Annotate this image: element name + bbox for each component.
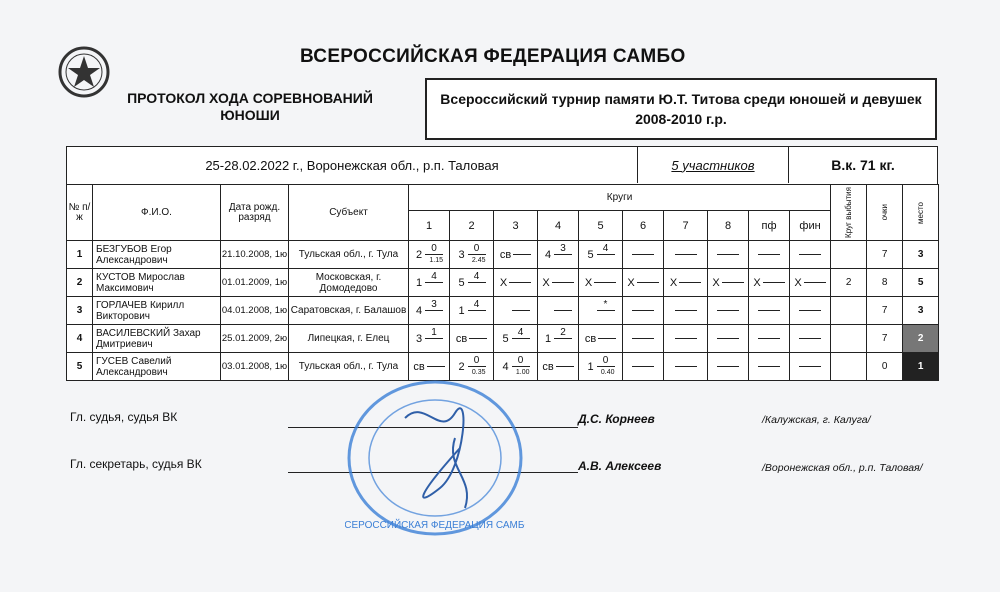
round-header: 6 [623,211,664,241]
bout-cell [708,269,749,297]
bout-score: 4 [473,299,480,310]
bout-cell [664,325,708,353]
bout-cell [749,353,790,381]
place: 2 [903,325,939,353]
bout-opponent: 5 [502,332,509,345]
bout-cell [790,325,831,353]
bout-score: 2 [560,327,566,338]
bout-cell [790,269,831,297]
bout-time: 0.40 [600,369,615,376]
athlete-subject: Тульская обл., г. Тула [289,241,409,269]
bout-cell [494,269,538,297]
bout-cell [538,325,579,353]
elimination-round [831,297,867,325]
round-header: 8 [708,211,749,241]
col-birth: Дата рожд. разряд [221,185,289,241]
round-header: 4 [538,211,579,241]
bout-opponent: 1 [544,332,552,345]
round-header: 3 [494,211,538,241]
bout-x-mark: X [627,276,635,289]
bout-score: * [603,299,608,310]
bout-score: 1 [431,327,437,338]
bout-cell [579,297,623,325]
round-header: 5 [579,211,623,241]
bout-cell [708,241,749,269]
bout-cell [538,269,579,297]
elimination-round [831,325,867,353]
bout-opponent: 1 [587,360,594,373]
bout-cell [494,241,538,269]
athlete-name: ГУСЕВ Савелий Александрович [93,353,221,381]
bout-cell [749,297,790,325]
bout-cell [494,353,538,381]
bout-cell [790,297,831,325]
bout-opponent: св [413,360,425,373]
row-num: 5 [67,353,93,381]
round-header: 7 [664,211,708,241]
official-stamp [345,378,525,538]
bout-opponent: 3 [458,248,465,261]
bout-score: 4 [517,327,524,338]
table-row [67,269,939,297]
protocol-line2: ЮНОШИ [220,107,280,123]
col-points: очки [867,185,903,241]
protocol-line1: ПРОТОКОЛ ХОДА СОРЕВНОВАНИЙ [127,90,373,106]
bout-cell [623,325,664,353]
federation-title: ВСЕРОССИЙСКАЯ ФЕДЕРАЦИЯ САМБО [300,46,686,67]
bout-time: 0.35 [471,369,486,376]
bout-opponent: 4 [415,304,423,317]
bout-opponent: св [455,332,468,345]
bout-cell [409,241,450,269]
bout-score: 0 [431,243,437,254]
athlete-name: КУСТОВ Мирослав Максимович [93,269,221,297]
bout-score: 3 [560,243,566,254]
bout-x-mark: X [712,276,720,289]
bout-cell [623,297,664,325]
bout-cell [623,353,664,381]
bout-cell [623,241,664,269]
elimination-round [831,353,867,381]
place: 1 [903,353,939,381]
bout-cell [790,353,831,381]
bout-cell [494,297,538,325]
tournament-title: Всероссийский турнир памяти Ю.Т. Титова среди юношей и девушек 2008-2010 г.р. [425,78,937,140]
round-header: 2 [450,211,494,241]
dates-place: 25-28.02.2022 г., Воронежская обл., р.п. Таловая [205,157,499,173]
bout-cell [664,241,708,269]
bout-cell [450,297,494,325]
bout-opponent: 4 [502,360,509,373]
bout-cell [538,353,579,381]
athlete-name: ВАСИЛЕВСКИЙ Захар Дмитриевич [93,325,221,353]
bout-score: 4 [602,243,609,254]
bout-cell [579,241,623,269]
points: 8 [867,269,903,297]
col-place: место [903,185,939,241]
col-rounds: Круги [409,185,831,211]
bout-score: 4 [431,271,437,282]
bout-time: 1.15 [429,257,443,264]
bout-cell [749,269,790,297]
info-row [66,146,938,184]
table-row [67,297,939,325]
bout-score: 0 [473,243,480,254]
table-row [67,241,939,269]
elimination-round: 2 [831,269,867,297]
table-row [67,353,939,381]
elimination-round [831,241,867,269]
stamp-seal-icon [345,378,525,538]
bout-cell [749,241,790,269]
bout-cell [623,269,664,297]
bout-cell [450,269,494,297]
bout-score: 0 [473,355,480,366]
federation-logo [58,46,110,98]
athlete-subject: Московская, г. Домодедово [289,269,409,297]
bout-cell [538,297,579,325]
points: 7 [867,241,903,269]
bout-cell [538,241,579,269]
bout-x-mark: X [584,276,593,289]
col-subject: Субъект [289,185,409,241]
bout-time: 1.00 [515,369,530,376]
judge-name: Д.С. Корнеев [578,412,655,426]
bout-cell [790,241,831,269]
points: 0 [867,353,903,381]
col-num: № п/ж [67,185,93,241]
athlete-name: БЕЗГУБОВ Егор Александрович [93,241,221,269]
bout-cell [450,241,494,269]
bout-time: 2.45 [471,257,486,264]
bout-cell [494,325,538,353]
bout-score: 4 [473,271,480,282]
row-num: 4 [67,325,93,353]
bout-score: 0 [602,355,609,366]
athlete-subject: Липецкая, г. Елец [289,325,409,353]
secretary-region: /Воронежская обл., р.п. Таловая/ [762,462,923,474]
place: 3 [903,297,939,325]
col-name: Ф.И.О. [93,185,221,241]
protocol-title [110,90,390,124]
birth-rank: 21.10.2008, 1ю [221,241,289,269]
bout-x-mark: X [753,276,761,289]
bout-cell [409,353,450,381]
bout-cell [409,297,450,325]
athlete-subject: Тульская обл., г. Тула [289,353,409,381]
row-num: 1 [67,241,93,269]
col-elim: Круг выбытия [831,185,867,241]
bout-opponent: св [542,360,554,373]
bout-cell [664,269,708,297]
round-header: пф [749,211,790,241]
bout-cell [579,325,623,353]
bout-cell [450,353,494,381]
bout-cell [708,353,749,381]
round-header: 1 [409,211,450,241]
points: 7 [867,325,903,353]
bout-opponent: 1 [415,276,423,289]
bout-opponent: св [584,332,597,345]
bout-cell [708,297,749,325]
bout-opponent: 2 [458,360,465,373]
bout-cell [708,325,749,353]
bout-x-mark: X [669,276,678,289]
bout-opponent: 5 [587,248,594,261]
bout-opponent: 2 [415,248,423,261]
place: 3 [903,241,939,269]
athlete-subject: Саратовская, г. Балашов [289,297,409,325]
bout-score: 0 [517,355,524,366]
round-header: фин [790,211,831,241]
participants-count: 5 участников [671,157,755,173]
judge-region: /Калужская, г. Калуга/ [762,414,871,426]
birth-rank: 01.01.2009, 1ю [221,269,289,297]
table-row [67,325,939,353]
bout-opponent: 5 [458,276,465,289]
weight-category: В.к. 71 кг. [831,157,895,173]
bout-x-mark: X [794,276,802,289]
bout-x-mark: X [499,276,508,289]
bout-cell [579,269,623,297]
row-num: 2 [67,269,93,297]
bout-cell [450,325,494,353]
stamp-text: ВСЕРОССИЙСКАЯ ФЕДЕРАЦИЯ САМБО [345,520,525,531]
bout-cell [579,353,623,381]
star-emblem-icon [58,46,110,98]
bout-cell [409,269,450,297]
points: 7 [867,297,903,325]
athlete-name: ГОРЛАЧЕВ Кирилл Викторович [93,297,221,325]
bout-cell [664,297,708,325]
bout-opponent: 3 [415,332,423,345]
bout-cell [409,325,450,353]
secretary-name: А.В. Алексеев [578,459,662,473]
row-num: 3 [67,297,93,325]
birth-rank: 25.01.2009, 2ю [221,325,289,353]
bout-cell [749,325,790,353]
bout-opponent: 4 [544,248,552,261]
bout-opponent: 1 [458,304,465,317]
bout-cell [664,353,708,381]
place: 5 [903,269,939,297]
bout-score: 3 [431,299,437,310]
competition-table [66,184,939,381]
birth-rank: 04.01.2008, 1ю [221,297,289,325]
birth-rank: 03.01.2008, 1ю [221,353,289,381]
bout-x-mark: X [542,276,550,289]
secretary-label: Гл. секретарь, судья ВК [70,457,202,471]
bout-opponent: св [499,248,512,261]
judge-label: Гл. судья, судья ВК [70,410,178,424]
